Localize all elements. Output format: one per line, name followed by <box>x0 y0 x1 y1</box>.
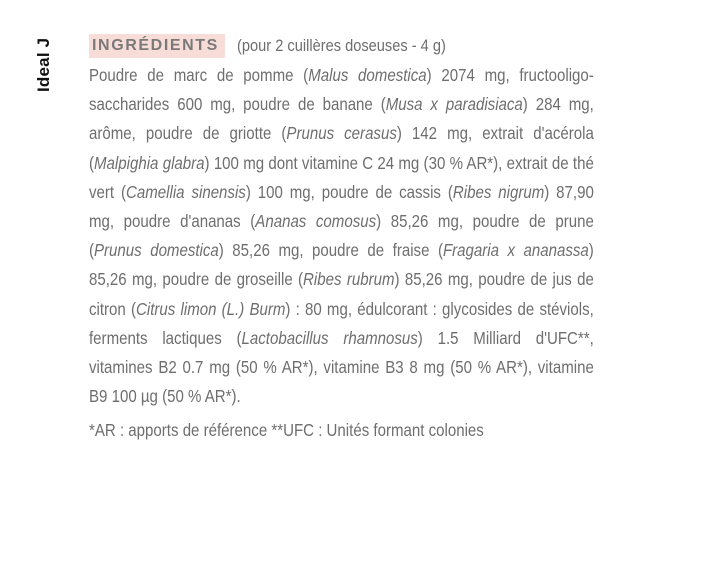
ingredient-text: ) : 80 mg, édulcorant : glycosides de stéviols, ferments lactiques ( <box>89 298 594 348</box>
latin-name: Malpighia glabra <box>94 152 205 173</box>
ingredient-text: ) 87,90 mg, poudre d'ananas ( <box>89 181 594 232</box>
dosage-note: (pour 2 cuillères doseuses - 4 g) <box>236 36 446 56</box>
ingredient-text: ) 1.5 Milliard d'UFC**, vitamines B2 0.7 mg (50 % AR*), vitamine B3 8 mg (50 % AR*), vitamine B9 100 µg (50 % AR*). <box>89 327 594 407</box>
product-name-label: Ideal J <box>34 37 53 92</box>
ingredient-text: ) 142 mg, extrait d'acérola ( <box>89 123 594 173</box>
ingredient-text: ) 85,26 mg, poudre de jus de citron ( <box>89 269 594 319</box>
latin-name: Ribes rubrum <box>303 269 395 290</box>
ingredient-text: ) 284 mg, arôme, poudre de griotte ( <box>89 94 594 144</box>
ingredient-text: ) 85,26 mg, poudre de fraise ( <box>218 240 443 261</box>
ingredient-text: ) 100 mg, poudre de cassis ( <box>245 181 453 202</box>
ingredient-text: ) 100 mg dont vitamine C 24 mg (30 % AR*), extrait de thé vert ( <box>89 152 594 202</box>
ingredient-text: ) 85,26 mg, poudre de prune ( <box>89 211 594 261</box>
latin-name: Musa x paradisiaca <box>385 94 523 115</box>
latin-name: Prunus cerasus <box>286 123 397 144</box>
ingredient-text: ) 2074 mg, fructooligo-saccharides 600 mg, poudre de banane ( <box>89 65 594 115</box>
ingredient-text: ) 85,26 mg, poudre de groseille ( <box>89 240 594 290</box>
latin-name: Ananas comosus <box>255 211 377 232</box>
latin-name: Prunus domestica <box>94 240 219 261</box>
latin-name: Ribes nigrum <box>452 181 545 202</box>
ingredient-text: Poudre de marc de pomme ( <box>89 65 309 85</box>
latin-name: Citrus limon (L.) Burm <box>136 298 286 319</box>
ingredients-panel <box>89 32 594 446</box>
latin-name: Lactobacillus rhamnosus <box>241 327 418 348</box>
ingredients-header <box>89 32 594 60</box>
ingredients-list <box>89 61 594 411</box>
latin-name: Camellia sinensis <box>126 181 246 202</box>
footnote: *AR : apports de référence **UFC : Unités formant colonies <box>89 420 484 441</box>
latin-name: Malus domestica <box>308 65 427 85</box>
latin-name: Fragaria x ananassa <box>442 240 589 261</box>
ingredients-heading: INGRÉDIENTS <box>89 34 225 58</box>
